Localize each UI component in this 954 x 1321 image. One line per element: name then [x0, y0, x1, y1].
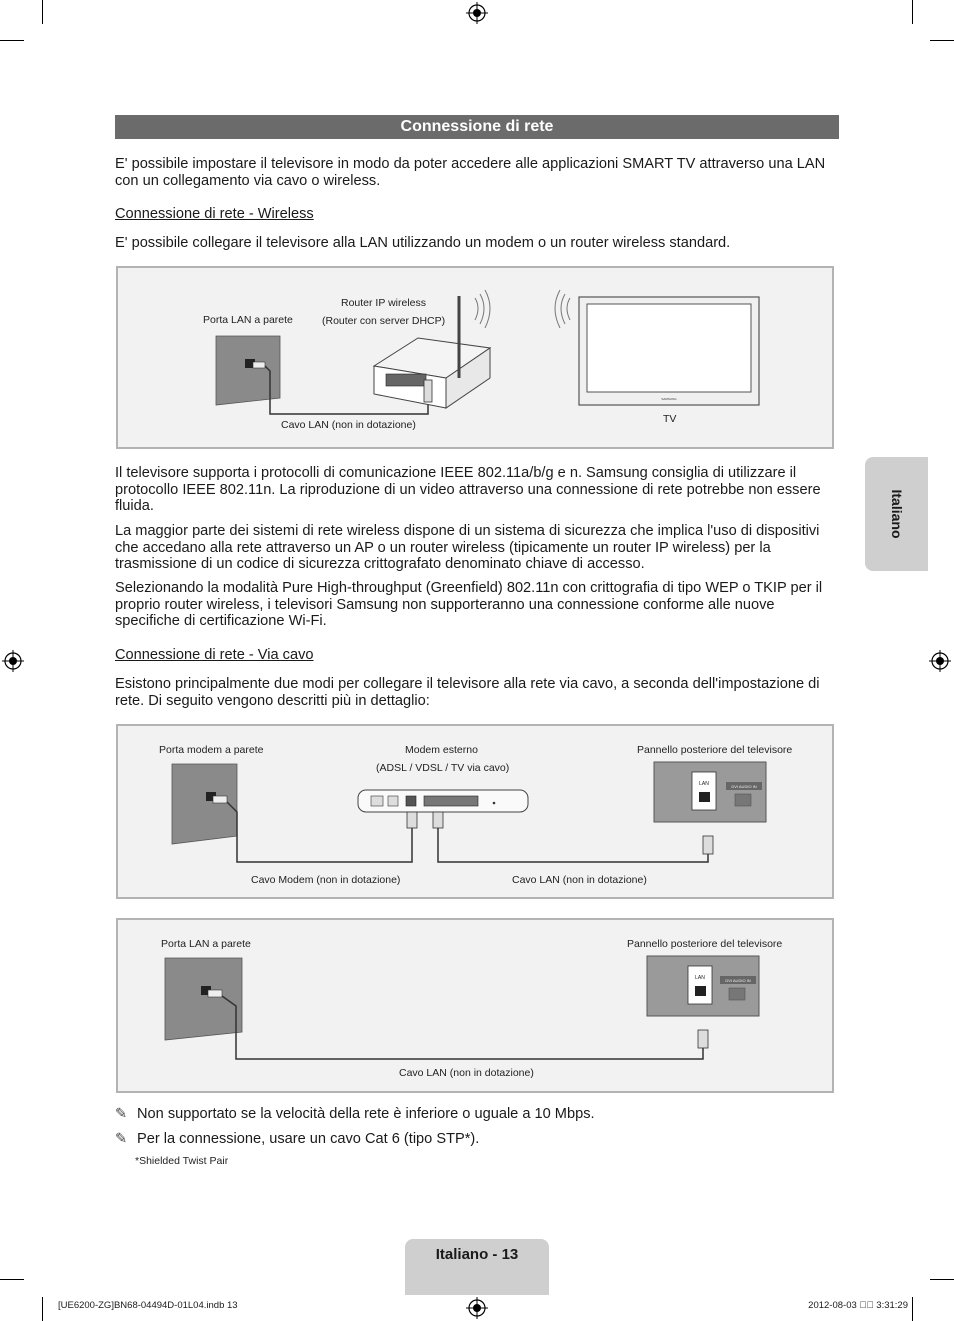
wall-lan-label: Porta LAN a parete	[203, 314, 293, 326]
dvi-port-label: DVI AUDIO IN	[725, 978, 751, 983]
lan-port-frame	[692, 772, 716, 810]
tv-screen	[587, 304, 751, 392]
wireless-paragraph-2: La maggior parte dei sistemi di rete wireless dispone di un sistema di sicurezza che implica l'uso di dispositivi che accedano alla rete attraverso un AP o un router wireless (tipicamente un router IP wireless) per la trasmissione di un codice di sicurezza crittografato denominato chiave di accesso.	[115, 523, 820, 572]
intro-text: E' possibile impostare il televisore in modo da poter accedere alle applicazioni SMART TV attraverso una LAN con un collegamento via cavo o wireless.	[115, 156, 826, 189]
wall-plate	[172, 764, 237, 844]
lan-cable-label: Cavo LAN (non in dotazione)	[399, 1067, 534, 1079]
tv-back-label: Pannello posteriore del televisore	[637, 744, 793, 756]
wireless-paragraph-3: Selezionando la modalità Pure High-throughput (Greenfield) 802.11n con crittografia di tipo WEP o TKIP per il proprio router wireless, i televisori Samsung non supporteranno una connessione conforme alle nuove specifiche di certificazione Wi-Fi.	[115, 580, 823, 629]
wired-lan-diagram	[116, 918, 834, 1093]
lan-port-label: LAN	[699, 781, 709, 787]
modem-label: Modem esterno	[405, 744, 478, 756]
modem-sublabel: (ADSL / VDSL / TV via cavo)	[376, 762, 510, 774]
crop-mark	[930, 1279, 954, 1280]
registration-mark-icon	[466, 2, 488, 24]
crop-mark	[912, 0, 913, 24]
wireless-paragraph-1: Il televisore supporta i protocolli di comunicazione IEEE 802.11a/b/g e n. Samsung consiglia di utilizzare il protocollo IEEE 802.11n. La riproduzione di un video attraverso una connessione di rete potrebbe non essere fluida.	[115, 465, 821, 514]
router-ports	[386, 374, 426, 386]
language-side-tab	[865, 457, 928, 571]
page-number-tab: Italiano - 13	[405, 1239, 549, 1295]
lan-cable	[222, 996, 703, 1059]
crop-mark	[930, 40, 954, 41]
wireless-text: E' possibile collegare il televisore alla LAN utilizzando un modem o un router wireless standard.	[115, 235, 731, 251]
tv-brand: SAMSUNG	[661, 397, 677, 401]
wall-lan-label: Porta LAN a parete	[161, 938, 251, 950]
wired-modem-drawing	[118, 726, 832, 897]
wireless-connection-drawing	[118, 268, 832, 447]
registration-mark-icon	[466, 1297, 488, 1319]
wired-text: Esistono principalmente due modi per collegare il televisore alla rete via cavo, a seconda dell'impostazione di rete. Di seguito vengono descritti più in dettaglio:	[115, 676, 820, 709]
footnote: *Shielded Twist Pair	[135, 1155, 229, 1167]
wired-modem-diagram	[116, 724, 834, 899]
tv-back-label: Pannello posteriore del televisore	[627, 938, 783, 950]
footer-date: 2012-08-03    3:31:29	[808, 1300, 908, 1311]
note-2	[115, 1130, 479, 1147]
lan-port-icon	[695, 986, 706, 996]
wired-lan-drawing	[118, 920, 832, 1091]
lan-port-frame	[688, 966, 712, 1004]
note-1	[115, 1105, 595, 1122]
lan-port-icon	[699, 792, 710, 802]
router-sublabel: (Router con server DHCP)	[322, 315, 446, 327]
section-title: Connessione di rete	[115, 115, 839, 139]
wall-plate	[165, 958, 242, 1040]
wireless-diagram	[116, 266, 834, 449]
pencil-icon: ✎	[115, 1106, 128, 1122]
crop-mark	[0, 40, 24, 41]
lan-port-label: LAN	[695, 975, 705, 981]
crop-mark	[42, 0, 43, 24]
note-text: Non supportato se la velocità della rete è inferiore o uguale a 10 Mbps.	[137, 1106, 595, 1122]
modem-port	[406, 796, 416, 806]
crop-mark	[42, 1297, 43, 1321]
modem-lan-ports	[424, 796, 478, 806]
crop-mark	[912, 1297, 913, 1321]
wireless-heading: Connessione di rete - Wireless	[115, 206, 314, 222]
footer-file-info: [UE6200-ZG]BN68-04494D-01L04.indb 13	[58, 1300, 238, 1311]
router-label: Router IP wireless	[341, 297, 427, 309]
wifi-waves-icon	[475, 298, 478, 320]
lan-cable-label: Cavo LAN (non in dotazione)	[512, 874, 647, 886]
registration-mark-icon	[2, 650, 24, 672]
lan-cable	[438, 816, 708, 862]
wired-heading: Connessione di rete - Via cavo	[115, 647, 314, 663]
wall-modem-label: Porta modem a parete	[159, 744, 264, 756]
note-text: Per la connessione, usare un cavo Cat 6 (tipo STP*).	[137, 1131, 480, 1147]
pencil-icon: ✎	[115, 1131, 128, 1147]
lan-cable-label: Cavo LAN (non in dotazione)	[281, 419, 416, 431]
language-label: Italiano	[888, 489, 905, 539]
tv-label: TV	[663, 413, 677, 425]
dvi-port-label: DVI AUDIO IN	[731, 784, 757, 789]
modem-cable-label: Cavo Modem (non in dotazione)	[251, 874, 401, 886]
crop-mark	[0, 1279, 24, 1280]
registration-mark-icon	[929, 650, 951, 672]
